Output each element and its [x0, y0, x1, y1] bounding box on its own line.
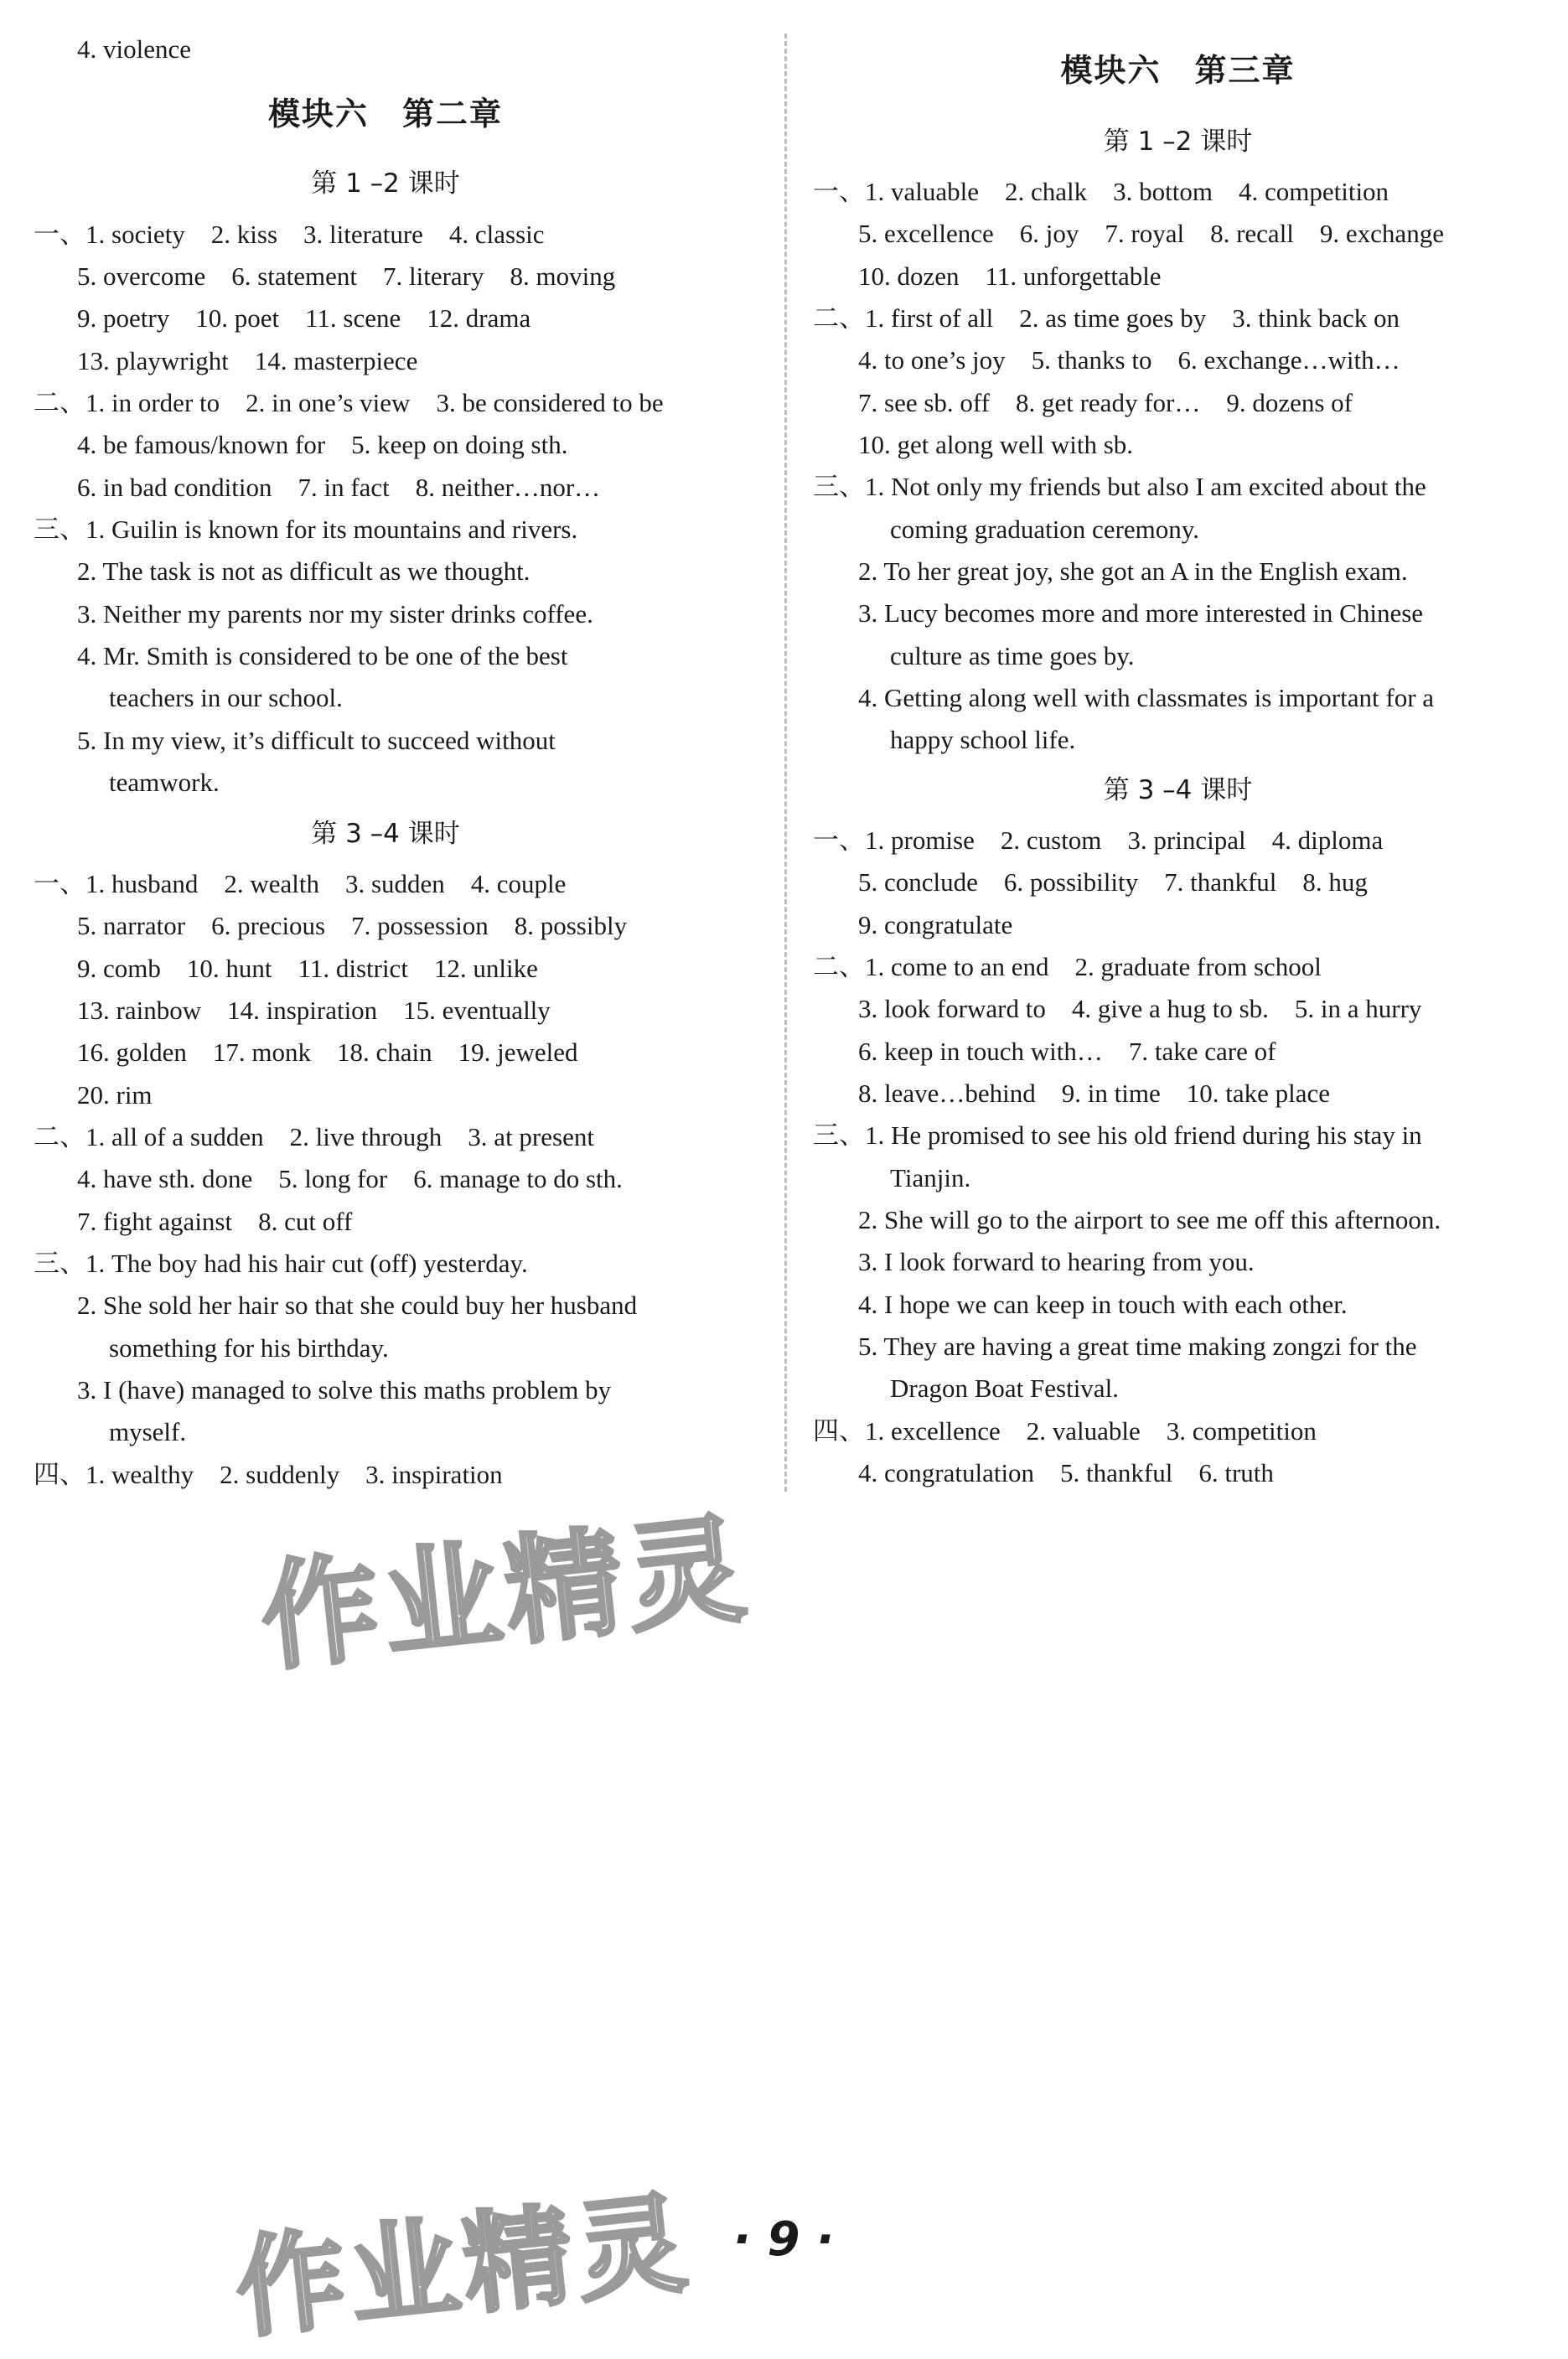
lesson-title: 第 1 –2 课时	[311, 168, 460, 199]
answer-line: 10. dozen 11. unforgettable	[858, 261, 1162, 291]
answer-line: 13. rainbow 14. inspiration 15. eventually	[77, 996, 551, 1025]
answer-line: 6. in bad condition 7. in fact 8. neither…nor…	[77, 473, 601, 502]
answer-line: 三、1. He promised to see his old friend during his stay in	[813, 1120, 1422, 1150]
section-heading: 模块六 第二章	[267, 96, 503, 132]
answer-line: 5. In my view, it’s difficult to succeed without	[77, 726, 556, 755]
answer-line: 4. congratulation 5. thankful 6. truth	[858, 1458, 1274, 1487]
answer-line: 四、1. wealthy 2. suddenly 3. inspiration	[34, 1460, 503, 1489]
answer-line: 3. look forward to 4. give a hug to sb. 5. in a hurry	[858, 994, 1422, 1023]
answer-line: 二、1. in order to 2. in one’s view 3. be considered to be	[34, 388, 664, 417]
answer-line: myself.	[109, 1417, 187, 1446]
answer-line: 4. Mr. Smith is considered to be one of the best	[77, 641, 568, 670]
answer-line: 3. I look forward to hearing from you.	[858, 1247, 1255, 1276]
answer-line: teachers in our school.	[109, 683, 343, 712]
answer-line: 16. golden 17. monk 18. chain 19. jeweled	[77, 1037, 578, 1067]
answer-line: 三、1. The boy had his hair cut (off) yesterday.	[34, 1249, 528, 1278]
answer-line: 13. playwright 14. masterpiece	[77, 346, 418, 375]
answer-line: 4. be famous/known for 5. keep on doing sth.	[77, 430, 568, 459]
answer-line: 3. Lucy becomes more and more interested in Chinese	[858, 598, 1424, 628]
answer-line: Tianjin.	[890, 1163, 971, 1192]
answer-line: 3. I (have) managed to solve this maths problem by	[77, 1375, 612, 1405]
answer-line: 4. violence	[77, 34, 192, 64]
answer-line: 一、1. valuable 2. chalk 3. bottom 4. competition	[813, 177, 1389, 206]
answer-line: 5. They are having a great time making zongzi for the	[858, 1332, 1417, 1361]
answer-line: 8. leave…behind 9. in time 10. take place	[858, 1079, 1330, 1108]
answer-line: 一、1. husband 2. wealth 3. sudden 4. couple	[34, 869, 567, 898]
answer-line: 4. to one’s joy 5. thanks to 6. exchange…with…	[858, 345, 1400, 375]
answer-line: something for his birthday.	[109, 1333, 389, 1363]
answer-line: 5. excellence 6. joy 7. royal 8. recall 9. exchange	[858, 219, 1444, 248]
column-divider	[784, 34, 787, 1492]
watermark-logo: 作业精灵	[255, 1500, 757, 1689]
answer-line: 9. congratulate	[858, 910, 1013, 939]
lesson-title: 第 1 –2 课时	[1103, 127, 1253, 157]
answer-line: coming graduation ceremony.	[890, 515, 1200, 544]
answer-line: 四、1. excellence 2. valuable 3. competition	[813, 1416, 1317, 1446]
answer-line: 一、1. promise 2. custom 3. principal 4. diploma	[813, 825, 1384, 855]
answer-line: 2. The task is not as difficult as we thought.	[77, 556, 530, 586]
watermark-logo: 作业精灵	[230, 2178, 697, 2353]
answer-line: 5. narrator 6. precious 7. possession 8. possibly	[77, 911, 628, 940]
answer-line: culture as time goes by.	[890, 641, 1135, 670]
answer-line: 三、1. Not only my friends but also I am excited about the	[813, 472, 1426, 501]
answer-line: 二、1. all of a sudden 2. live through 3. at present	[34, 1122, 594, 1151]
answer-line: 10. get along well with sb.	[858, 430, 1134, 459]
answer-line: 4. Getting along well with classmates is important for a	[858, 683, 1435, 712]
page-number: · 9 ·	[732, 2212, 835, 2267]
lesson-title: 第 3 –4 课时	[1103, 775, 1253, 805]
answer-line: 7. fight against 8. cut off	[77, 1207, 353, 1236]
answer-line: teamwork.	[109, 768, 220, 797]
answer-line: 4. I hope we can keep in touch with each other.	[858, 1290, 1348, 1319]
answer-line: 5. overcome 6. statement 7. literary 8. moving	[77, 261, 616, 291]
answer-line: happy school life.	[890, 725, 1076, 754]
answer-line: 二、1. first of all 2. as time goes by 3. think back on	[813, 303, 1400, 333]
answer-line: 2. To her great joy, she got an A in the English exam.	[858, 556, 1408, 586]
answer-line: 9. poetry 10. poet 11. scene 12. drama	[77, 303, 531, 333]
answer-line: 4. have sth. done 5. long for 6. manage to do sth.	[77, 1164, 623, 1193]
answer-line: Dragon Boat Festival.	[890, 1373, 1119, 1403]
answer-line: 6. keep in touch with… 7. take care of	[858, 1037, 1276, 1066]
answer-line: 三、1. Guilin is known for its mountains and rivers.	[34, 515, 578, 544]
lesson-title: 第 3 –4 课时	[311, 819, 460, 849]
answer-line: 2. She will go to the airport to see me off this afternoon.	[858, 1205, 1441, 1234]
answer-line: 9. comb 10. hunt 11. district 12. unlike	[77, 954, 538, 983]
answer-line: 3. Neither my parents nor my sister drinks coffee.	[77, 599, 593, 629]
answer-line: 7. see sb. off 8. get ready for… 9. dozens of	[858, 388, 1353, 417]
answer-line: 一、1. society 2. kiss 3. literature 4. classic	[34, 220, 545, 249]
answer-line: 二、1. come to an end 2. graduate from school	[813, 952, 1322, 981]
section-heading: 模块六 第三章	[1060, 52, 1296, 89]
answer-line: 5. conclude 6. possibility 7. thankful 8. hug	[858, 867, 1368, 897]
answer-line: 20. rim	[77, 1080, 153, 1110]
answer-line: 2. She sold her hair so that she could buy her husband	[77, 1291, 638, 1320]
